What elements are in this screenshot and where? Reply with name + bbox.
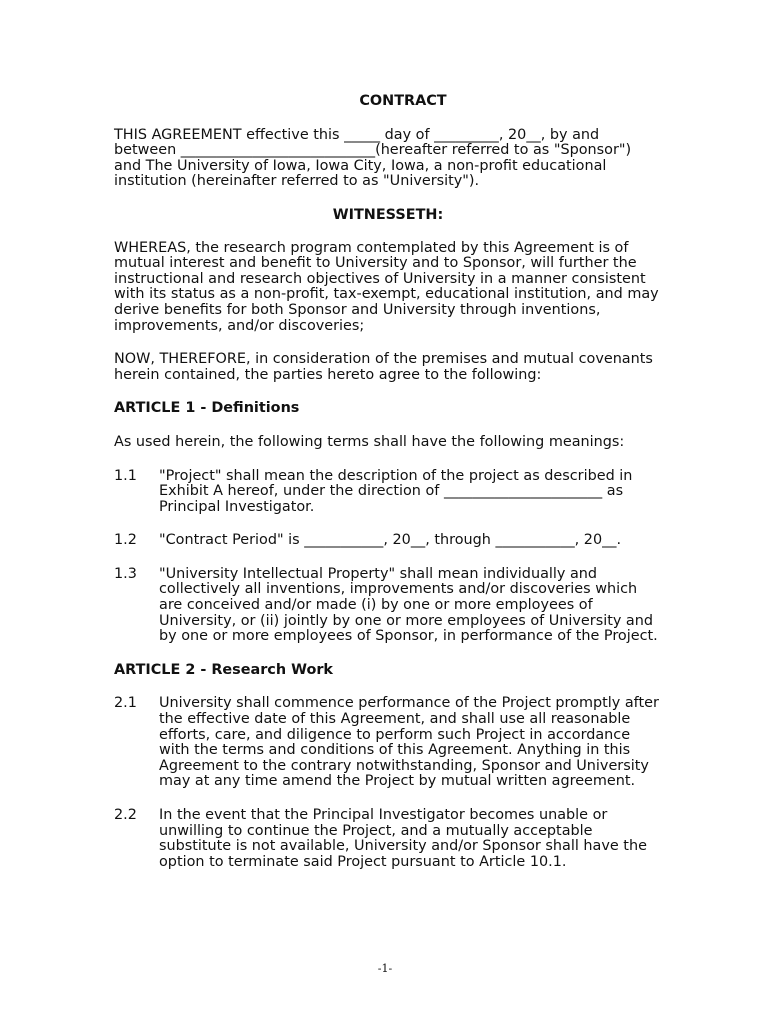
clause-text: University shall commence performance of the Project promptly after the effective date of this Agreement, and shall use all reasonable efforts, care, and diligence to perform such Project in accordance with the terms and conditions of this Agreement. Anything in this Agreement to the contrary notwithstanding, Sponsor and University may at any time amend the Project by mutual written agreement.	[159, 695, 659, 790]
document-body	[114, 94, 662, 888]
clause-number: 1.1	[114, 467, 137, 484]
clause-number: 1.2	[114, 532, 137, 549]
clause-1-1	[114, 469, 662, 516]
intro-paragraph: THIS AGREEMENT effective this _____ day of _________, 20__, by and between ___________________________(hereafter referred to as "Sponsor") and The University of Iowa, Iowa City, Iowa, a non-profit educational institution (hereinafter referred to as "University").	[114, 126, 632, 190]
clause-text: "Project" shall mean the description of the project as described in Exhibit A hereof, under the direction of ______________________ as Principal Investigator.	[159, 467, 633, 515]
witnesseth-heading: WITNESSETH:	[332, 206, 444, 223]
now-therefore-paragraph: NOW, THEREFORE, in consideration of the premises and mutual covenants herein contained, the parties hereto agree to the following:	[114, 351, 653, 383]
page-number: -1-	[377, 962, 393, 975]
document-title: CONTRACT	[359, 93, 447, 109]
article-1-heading: ARTICLE 1 - Definitions	[114, 400, 300, 417]
clause-number: 1.3	[114, 565, 137, 582]
clause-2-2	[114, 808, 662, 870]
whereas-paragraph: WHEREAS, the research program contemplated by this Agreement is of mutual interest and benefit to University and to Sponsor, will further the instructional and research objectives of University in a manner consistent with its status as a non-profit, tax-exempt, educational institution, and may derive benefits for both Sponsor and University through inventions, improvements, and/or discoveries;	[114, 239, 659, 334]
article-2-heading: ARTICLE 2 - Research Work	[114, 661, 333, 678]
article-1-lead: As used herein, the following terms shall have the following meanings:	[114, 433, 625, 450]
clause-text: "University Intellectual Property" shall mean individually and collectively all inventions, improvements and/or discoveries which are conceived and/or made (i) by one or more employees of University, or (ii) jointly by one or more employees of University and by one or more employees of Sponsor, in performance of the Project.	[159, 565, 658, 645]
clause-1-2	[114, 533, 662, 549]
clause-number: 2.1	[114, 695, 137, 712]
clause-text: In the event that the Principal Investigator becomes unable or unwilling to continue the Project, and a mutually acceptable substitute is not available, University and/or Sponsor shall have the option to terminate said Project pursuant to Article 10.1.	[159, 807, 647, 870]
clause-2-1	[114, 696, 662, 790]
clause-1-3	[114, 567, 662, 645]
clause-text: "Contract Period" is ___________, 20__, through ___________, 20__.	[159, 532, 622, 549]
clause-number: 2.2	[114, 807, 137, 823]
